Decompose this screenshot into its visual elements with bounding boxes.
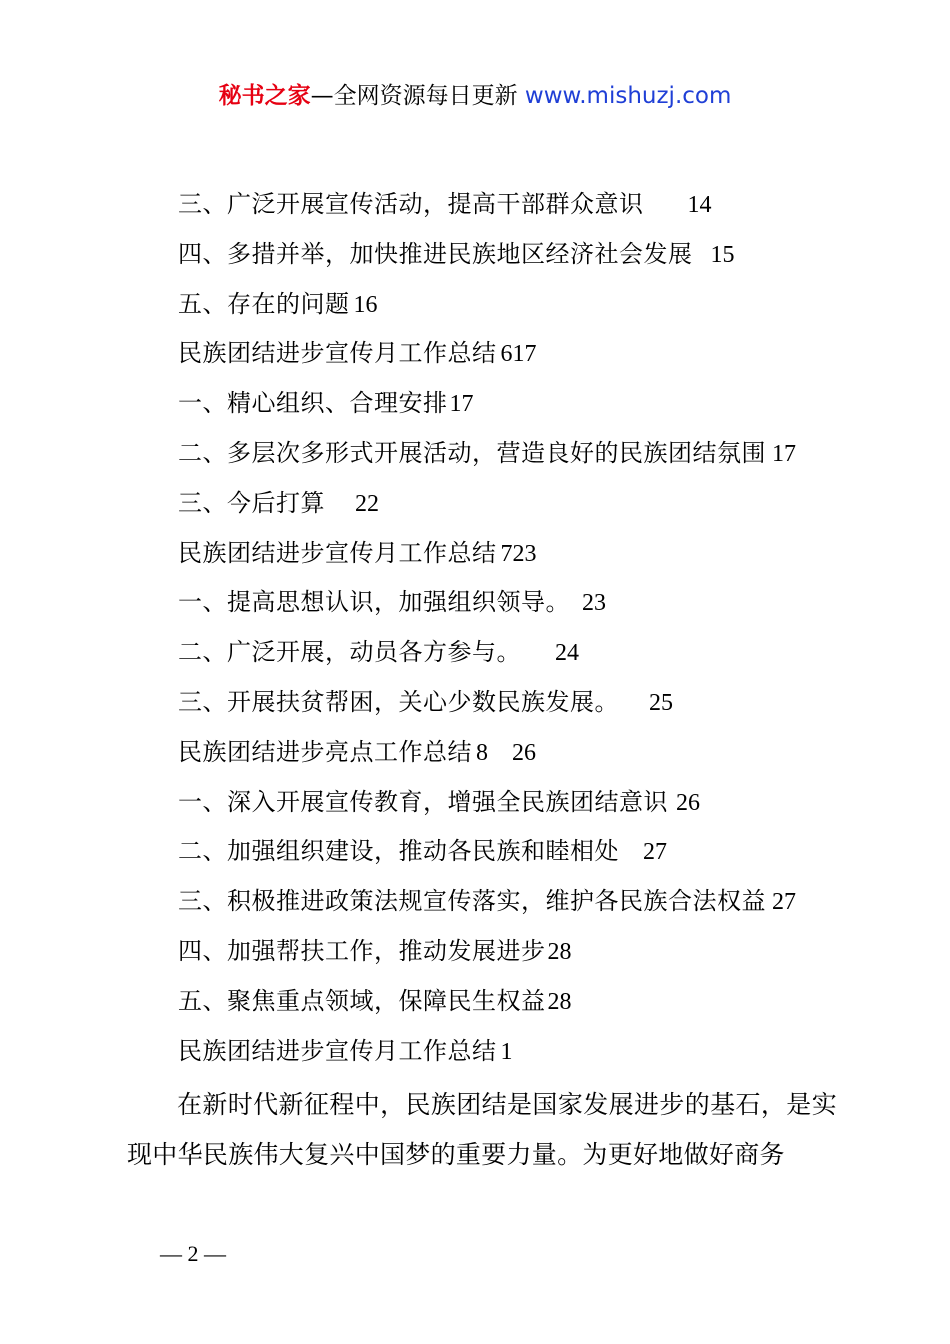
toc-entry-page: 28 <box>547 938 572 965</box>
toc-entry-page: 617 <box>500 341 537 368</box>
toc-entry[interactable] <box>178 483 868 533</box>
toc-entry-title: 三、开展扶贫帮困，关心少数民族发展。 <box>178 687 619 716</box>
toc-entry[interactable] <box>178 184 868 234</box>
toc-entry-title: 三、积极推进政策法规宣传落实，维护各民族合法权益 <box>178 887 766 916</box>
toc-entry[interactable] <box>178 284 868 334</box>
toc-entry-title: 民族团结进步宣传月工作总结 <box>178 339 497 368</box>
toc-entry-page: 8 26 <box>476 739 536 766</box>
toc-entry-title: 二、加强组织建设，推动各民族和睦相处 <box>178 837 619 866</box>
toc-entry-title: 二、广泛开展，动员各方参与。 <box>178 638 521 667</box>
toc-entry[interactable] <box>178 582 868 632</box>
toc-entry-page: 15 <box>710 241 735 268</box>
toc-entry-title: 民族团结进步宣传月工作总结 <box>178 538 497 567</box>
toc-entry[interactable] <box>178 632 868 682</box>
header-tagline: —全网资源每日更新 <box>310 83 518 109</box>
toc-entry-title: 五、存在的问题 <box>178 289 350 318</box>
toc-entry-page: 17 <box>449 391 474 418</box>
toc-entry-page: 27 <box>772 889 796 916</box>
toc-entry-title: 五、聚焦重点领域，保障民生权益 <box>178 986 546 1015</box>
toc-entry[interactable] <box>178 383 868 433</box>
table-of-contents <box>178 184 868 1080</box>
toc-entry-title: 一、提高思想认识，加强组织领导。 <box>178 588 570 617</box>
toc-entry-page: 22 <box>355 490 379 517</box>
toc-entry-title: 民族团结进步宣传月工作总结 <box>178 1036 497 1065</box>
toc-entry-title: 四、多措并举，加快推进民族地区经济社会发展 <box>178 239 693 268</box>
toc-entry-page: 27 <box>643 839 667 866</box>
brand-name: 秘书之家 <box>218 83 311 109</box>
page-number: — 2 — <box>160 1241 226 1266</box>
toc-entry[interactable] <box>178 931 868 981</box>
toc-entry-page: 23 <box>582 590 606 617</box>
toc-entry-page: 723 <box>500 540 537 567</box>
toc-entry[interactable] <box>178 831 868 881</box>
toc-entry-page: 25 <box>649 689 673 716</box>
toc-entry-title: 民族团结进步亮点工作总结 <box>178 737 472 766</box>
toc-entry[interactable] <box>178 782 868 832</box>
toc-entry-page: 24 <box>555 640 579 667</box>
toc-entry[interactable] <box>178 682 868 732</box>
site-header <box>0 80 950 112</box>
toc-entry-title: 一、精心组织、合理安排 <box>178 389 448 418</box>
body-paragraph: 在新时代新征程中，民族团结是国家发展进步的基石，是实现中华民族伟大复兴中国梦的重要力量。为更好地做好商务 <box>127 1090 837 1169</box>
toc-entry-title: 二、多层次多形式开展活动，营造良好的民族团结氛围 <box>178 438 766 467</box>
toc-entry[interactable] <box>178 433 868 483</box>
toc-entry-title: 三、今后打算 <box>178 488 325 517</box>
toc-entry-title: 四、加强帮扶工作，推动发展进步 <box>178 936 546 965</box>
site-url-link[interactable]: www.mishuzj.com <box>517 83 732 109</box>
toc-entry[interactable] <box>178 981 868 1031</box>
toc-entry-page: 17 <box>772 440 796 467</box>
toc-entry-page: 28 <box>547 988 572 1015</box>
toc-entry-page: 14 <box>687 192 712 218</box>
toc-entry[interactable] <box>178 732 868 782</box>
toc-entry-page: 1 <box>500 1038 513 1065</box>
toc-entry-title: 三、广泛开展宣传活动，提高干部群众意识 <box>178 190 644 218</box>
toc-entry[interactable] <box>178 533 868 583</box>
toc-entry-title: 一、深入开展宣传教育，增强全民族团结意识 <box>178 787 668 816</box>
toc-entry[interactable] <box>178 234 868 284</box>
toc-entry[interactable] <box>178 1031 868 1081</box>
toc-entry[interactable] <box>178 333 868 383</box>
toc-entry[interactable] <box>178 881 868 931</box>
toc-entry-page: 26 <box>676 789 700 816</box>
toc-entry-page: 16 <box>353 291 378 318</box>
